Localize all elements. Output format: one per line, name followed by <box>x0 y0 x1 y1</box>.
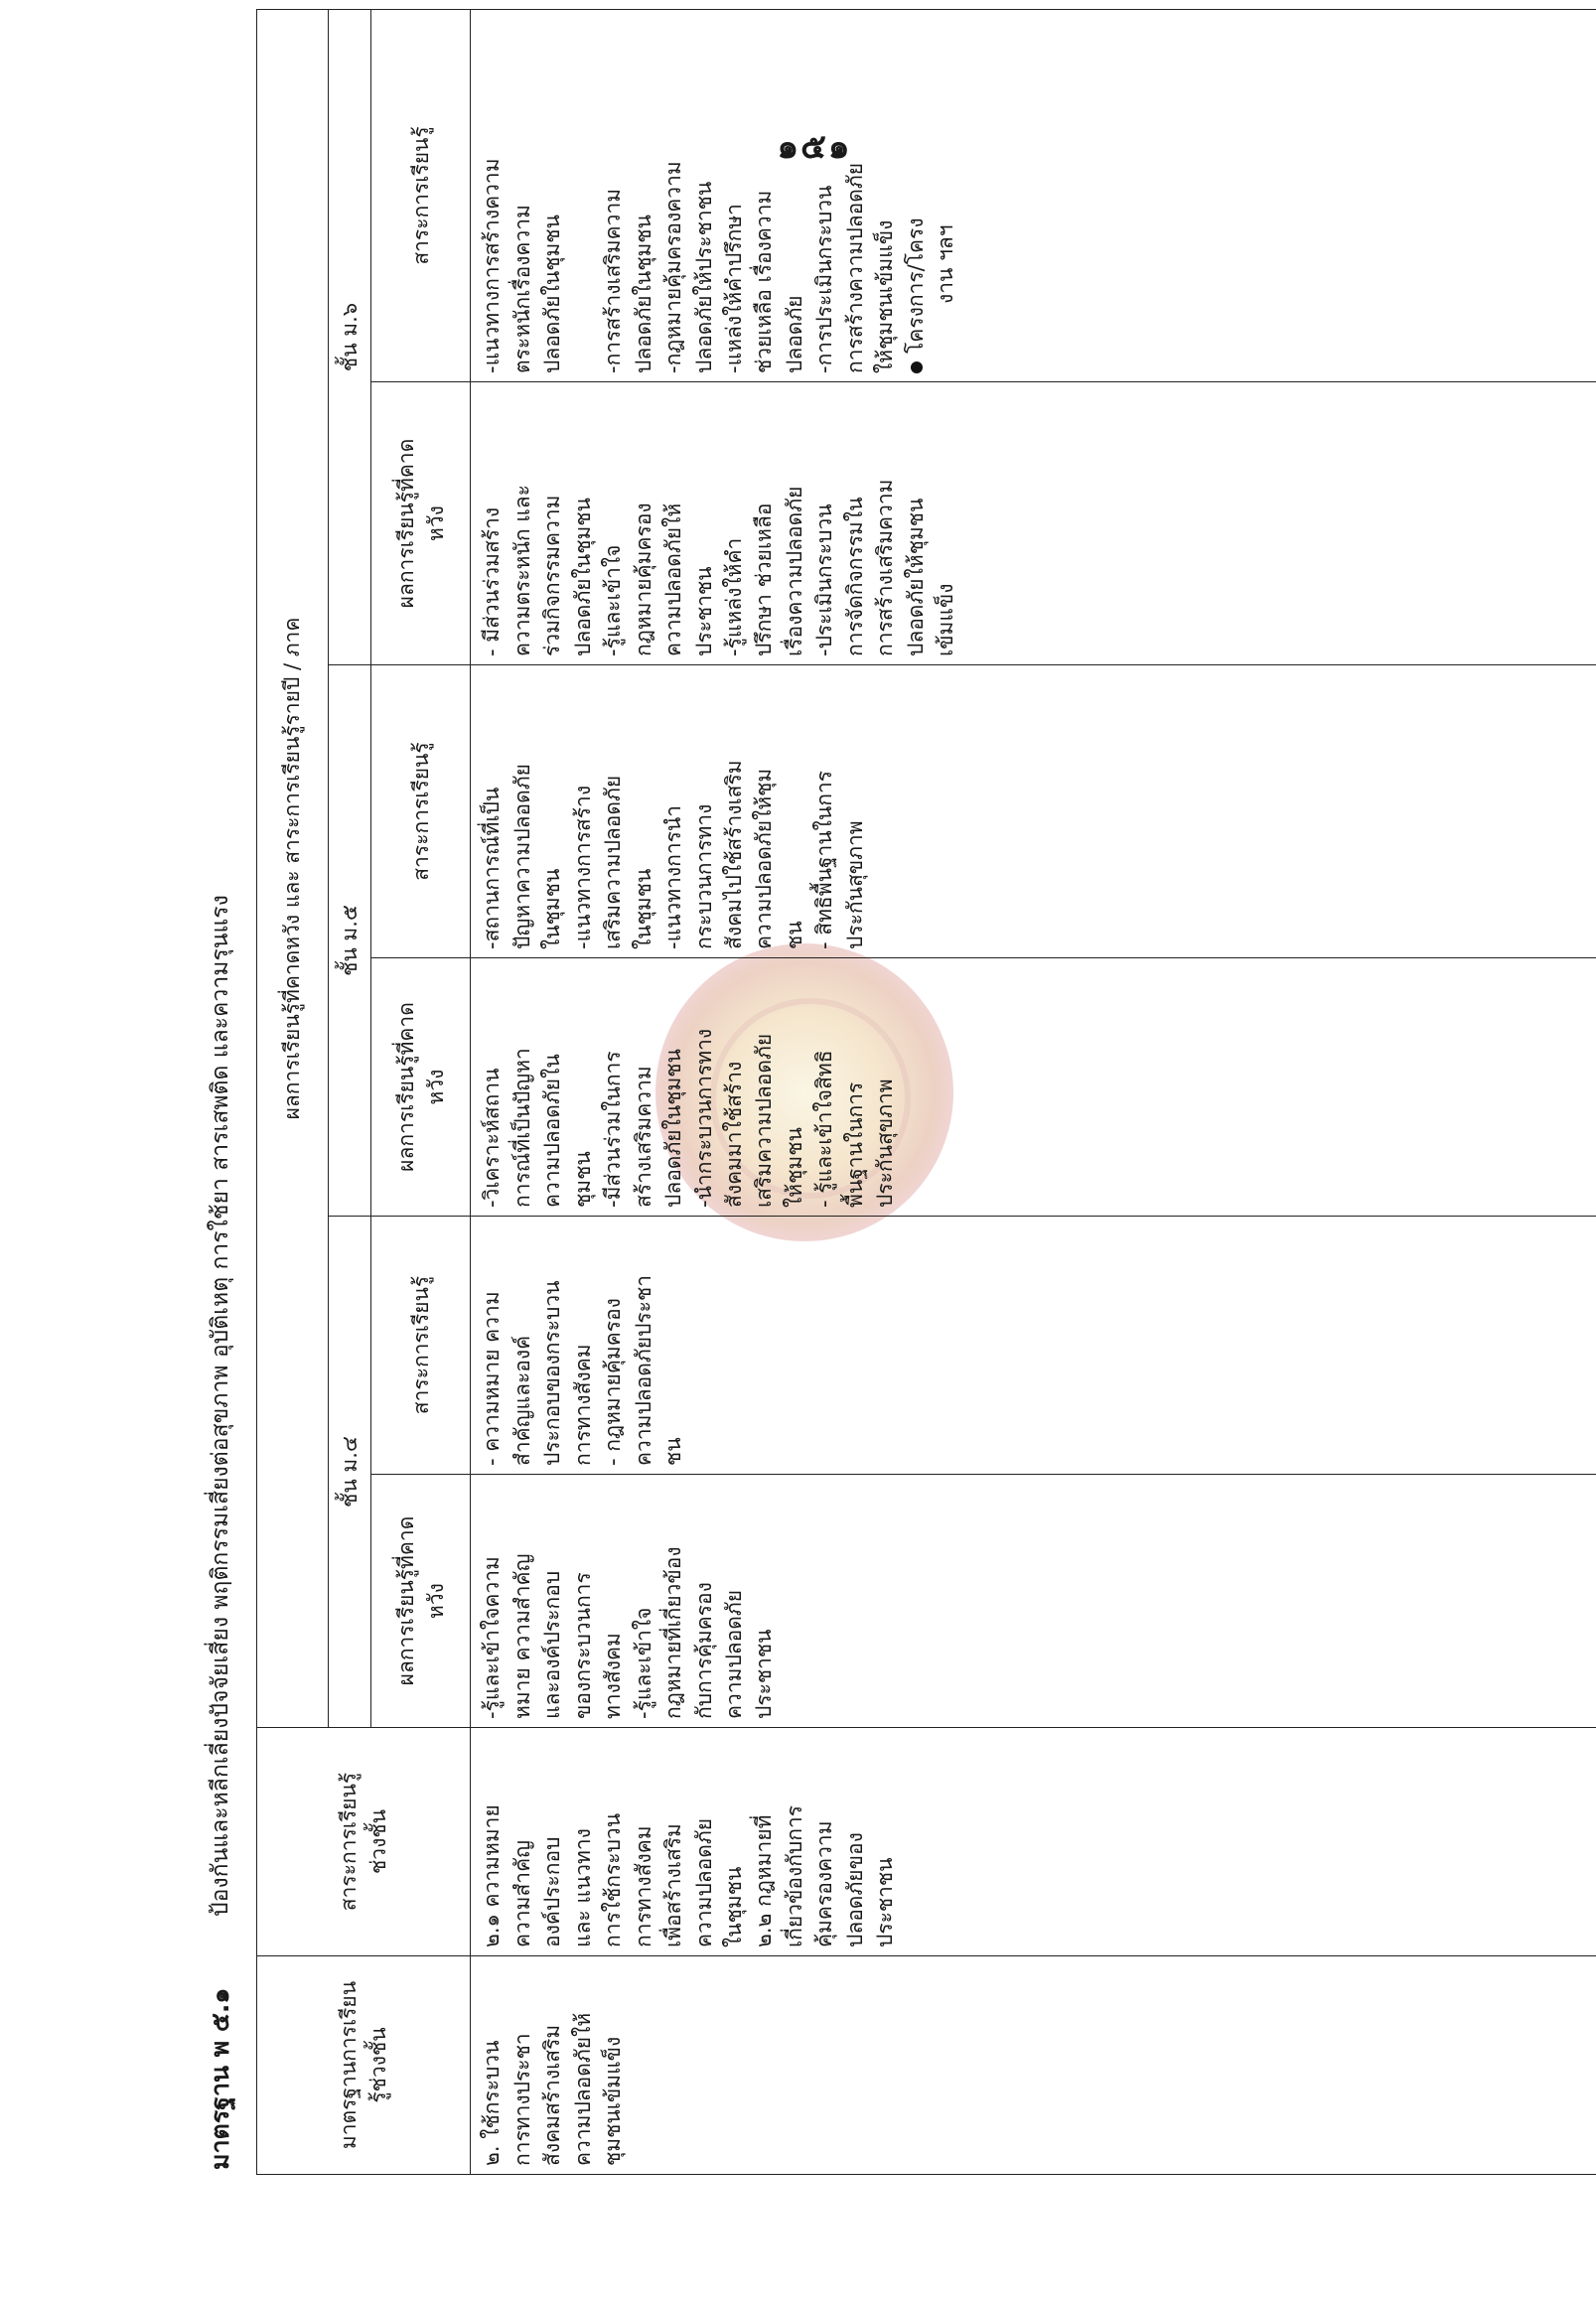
header-standard: มาตรฐานการเรียน รู้ช่วงชั้น <box>257 1956 471 2175</box>
page-number: ๑๕๑ <box>777 127 852 167</box>
cell-content-range: ๒.๑ ความหมาย ความสำคัญ องค์ประกอบ และ แนวทาง การใช้กระบวน การทางสังคม เพื่อสร้างเสริม ความปลอดภัย ในชุมชน ๒.๒ กฎหมายที่ เกี่ยวข้องกับการ คุ้มครองความ ปลอดภัยของ ประชาชน <box>471 1728 1596 1956</box>
header-m5-content: สาระการเรียนรู้ <box>371 665 471 958</box>
header-grade-m4: ชั้น ม.๔ <box>329 1217 371 1728</box>
header-m5-expected: ผลการเรียนรู้ที่คาด หวัง <box>371 958 471 1217</box>
rotated-page-content <box>189 0 1596 2185</box>
bullet-item: โครงการ/โครง <box>901 18 931 373</box>
header-content-range: สาระการเรียนรู้ ช่วงชั้น <box>257 1728 471 1956</box>
header-grade-m6: ชั้น ม.๖ <box>329 9 371 664</box>
bullet-icon <box>911 361 923 373</box>
cell-m4-content: - ความหมาย ความ สำคัญและองค์ ประกอบของกระบวน การทางสังคม - กฎหมายคุ้มครอง ความปลอดภัยประชา ชน <box>471 1217 1596 1475</box>
cell-m6-content: -แนวทางการสร้างความ ตระหนักเรื่องความ ปลอดภัยในชุมชน -การสร้างเสริมความ ปลอดภัยในชุมชน -กฎหมายคุ้มครองความ ปลอดภัยให้ประชาชน -แหล่งให้คำปรึกษา ช่วยเหลือ เรื่องความ ปลอดภัย -การประเมินกระบวน การสร้างความปลอดภัย ให้ชุมชนเข้มแข็ง โครงการ/โครง งาน ฯลฯ <box>471 9 1596 381</box>
header-outcomes-group: ผลการเรียนรู้ที่คาดหวัง และ สาระการเรียนรู้รายปี / ภาค <box>257 9 329 1727</box>
cell-m4-expected: -รู้และเข้าใจความ หมาย ความสำคัญ และองค์ประกอบ ของกระบวนการ ทางสังคม -รู้และเข้าใจ กฎหมายที่เกี่ยวข้อง กับการคุ้มครอง ความปลอดภัย ประชาชน <box>471 1475 1596 1728</box>
header-m4-content: สาระการเรียนรู้ <box>371 1217 471 1475</box>
header-m6-content: สาระการเรียนรู้ <box>371 9 471 381</box>
cell-m5-expected: -วิเคราะห์สถาน การณ์ที่เป็นปัญหา ความปลอดภัยใน ชุมชน -มีส่วนร่วมในการ สร้างเสริมความ ปลอดภัยในชุมชน -นำกระบวนการทาง สังคมมาใช้สร้าง เสริมความปลอดภัย ให้ชุมชน - รู้และเข้าใจสิทธิ พื้นฐานในการ ประกันสุขภาพ <box>471 958 1596 1217</box>
header-grade-m5: ชั้น ม.๕ <box>329 665 371 1217</box>
cell-m6-expected: - มีส่วนร่วมสร้าง ความตระหนัก และ ร่วมกิจกรรมความ ปลอดภัยในชุมชน -รู้และเข้าใจ กฎหมายคุ้มครอง ความปลอดภัยให้ ประชาชน -รู้แหล่งให้คำ ปรึกษา ช่วยเหลือ เรื่องความปลอดภัย -ประเมินกระบวน การจัดกิจกรรมใน การสร้างเสริมความ ปลอดภัยให้ชุมชน เข้มแข็ง <box>471 382 1596 665</box>
cell-standard: ๒. ใช้กระบวน การทางประชา สังคมสร้างเสริม ความปลอดภัยให้ ชุมชนเข้มแข็ง <box>471 1956 1596 2175</box>
curriculum-table <box>256 9 1596 2175</box>
header-m6-expected: ผลการเรียนรู้ที่คาด หวัง <box>371 382 471 665</box>
header-m4-expected: ผลการเรียนรู้ที่คาด หวัง <box>371 1475 471 1728</box>
document-title: ป้องกันและหลีกเลี่ยงปัจจัยเสี่ยง พฤติกรรมเสี่ยงต่อสุขภาพ อุบัติเหตุ การใช้ยา สารเสพติด และความรุนแรง <box>208 895 233 1917</box>
cell-m5-content: -สถานการณ์ที่เป็น ปัญหาความปลอดภัย ในชุมชน -แนวทางการสร้าง เสริมความปลอดภัย ในชุมชน -แนวทางการนำ กระบวนการทาง สังคมไปใช้สร้างเสริม ความปลอดภัยให้ชุม ชน - สิทธิพื้นฐานในการ ประกันสุขภาพ <box>471 665 1596 958</box>
standard-code: มาตรฐาน พ ๕.๑ <box>206 1987 234 2170</box>
header-line <box>189 0 258 2185</box>
